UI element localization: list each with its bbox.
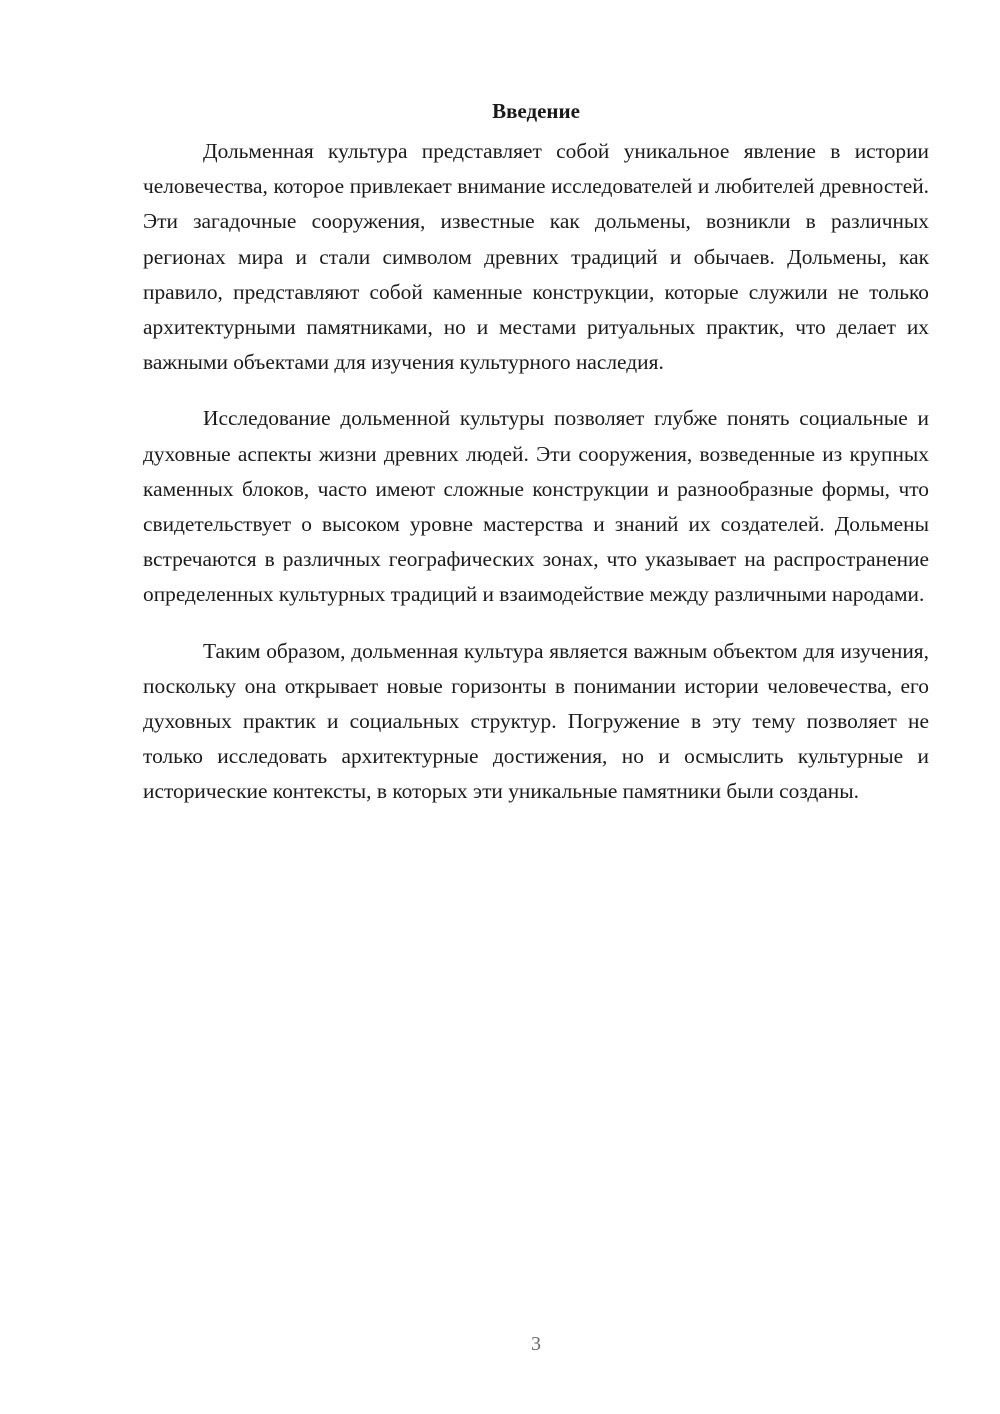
section-title: Введение — [492, 99, 580, 123]
page-number: 3 — [531, 1333, 541, 1355]
paragraph-3: Таким образом, дольменная культура является важным объектом для изучения, поскольку она открывает новые горизонты в понимании истории человечества, его духовных практик и социальных структур. Погружение в эту тему позволяет не только исследовать архитектурные достижения, но и осмыслить культурные и исторические контексты, в которых эти уникальные памятники были созданы. — [143, 638, 929, 804]
page-content — [143, 96, 929, 831]
paragraph-1: Дольменная культура представляет собой уникальное явление в истории человечества, которое привлекает внимание исследователей и любителей древностей. Эти загадочные сооружения, известные как дольмены, возникли в различных регионах мира и стали символом древних традиций и обычаев. Дольмены, как правило, представляют собой каменные конструкции, которые служили не только архитектурными памятниками, но и местами ритуальных практик, что делает их важными объектами для изучения культурного наследия. — [143, 139, 929, 375]
paragraph-2: Исследование дольменной культуры позволяет глубже понять социальные и духовные аспекты жизни древних людей. Эти сооружения, возведенные из крупных каменных блоков, часто имеют сложные конструкции и разнообразные формы, что свидетельствует о высоком уровне мастерства и знаний их создателей. Дольмены встречаются в различных географических зонах, что указывает на распространение определенных культурных традиций и взаимодействие между различными народами. — [143, 406, 929, 607]
